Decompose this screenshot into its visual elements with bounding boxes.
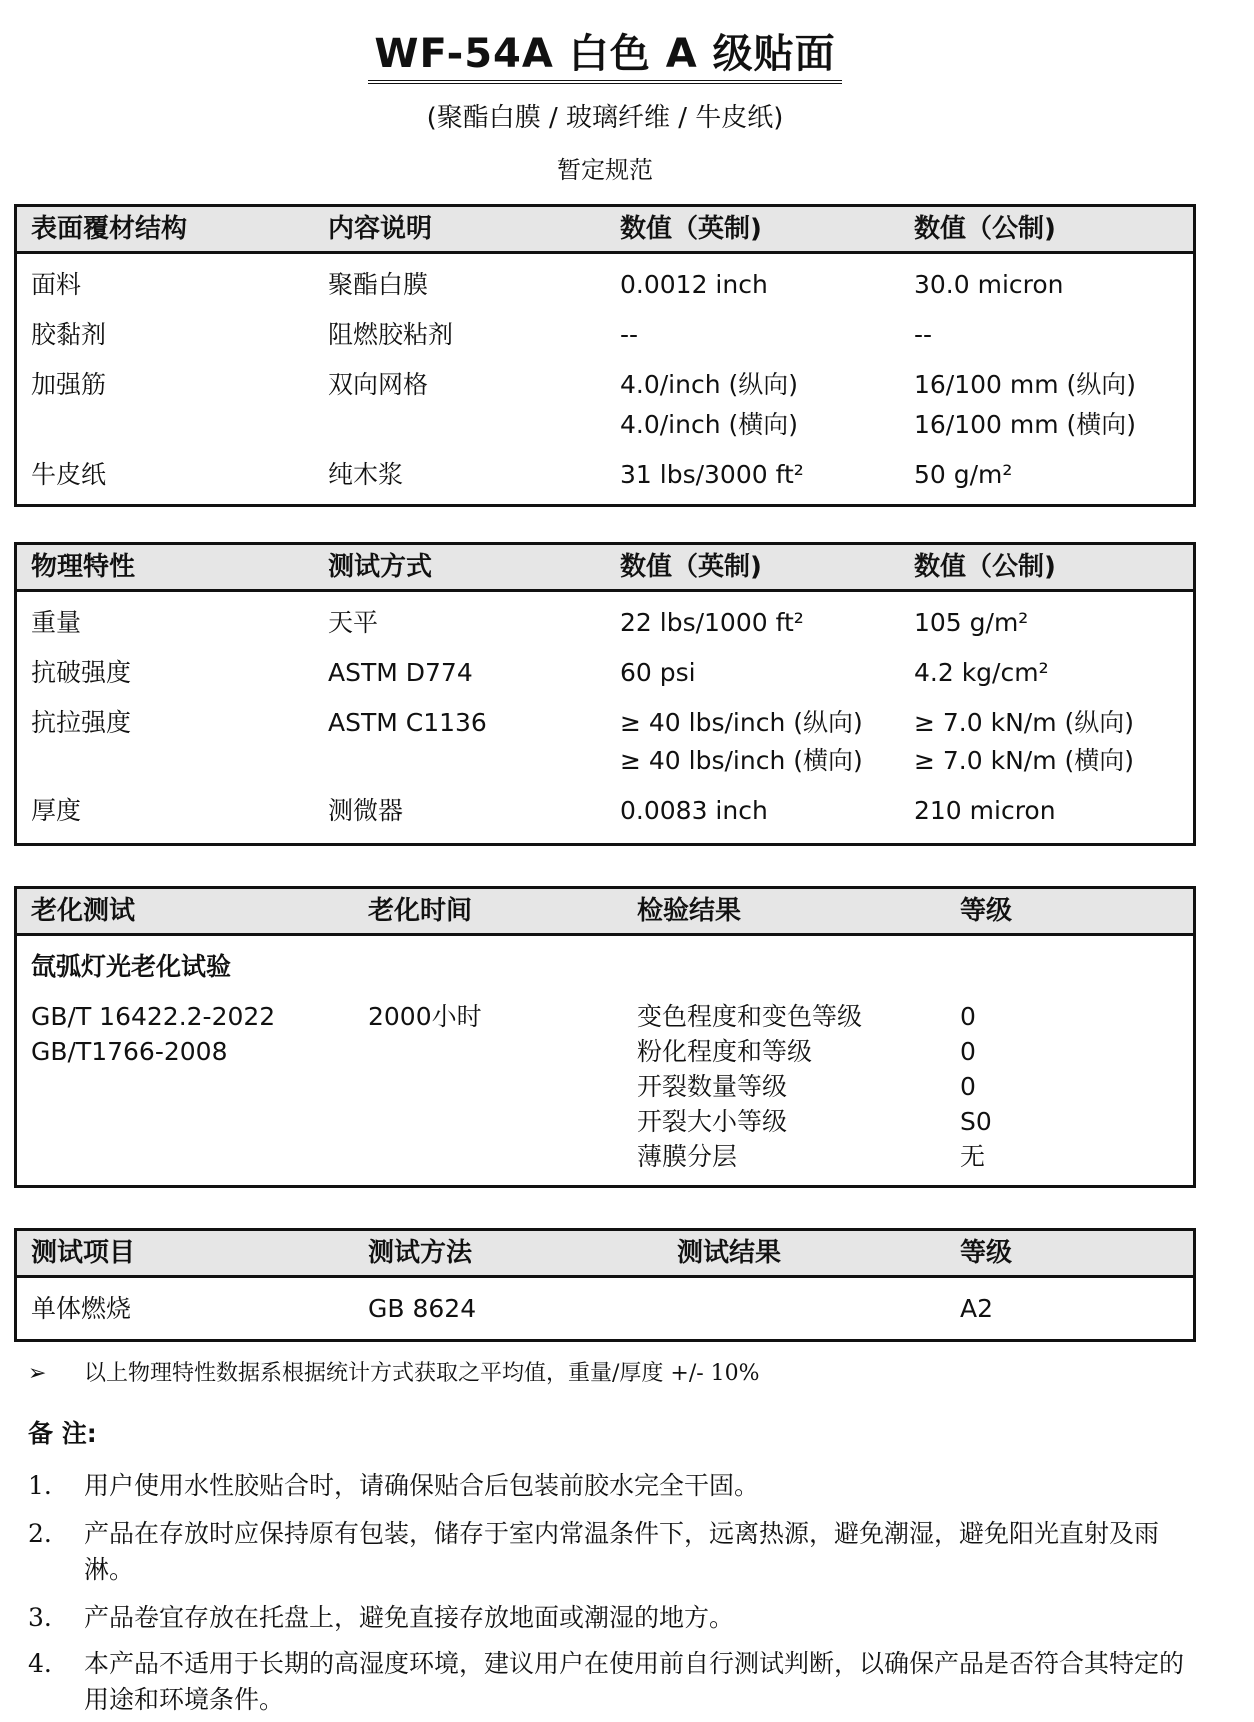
result-item: 开裂大小等级: [637, 1107, 788, 1136]
table-cell: 双向网格: [328, 370, 429, 399]
result-item: 开裂数量等级: [637, 1072, 788, 1101]
table-cell: 加强筋: [31, 370, 107, 399]
list-item: [28, 1600, 1188, 1636]
result-grade: S0: [960, 1107, 992, 1136]
structure-table: [14, 204, 1196, 507]
column-header: 测试方法: [368, 1238, 473, 1268]
notes-heading: 备 注:: [28, 1419, 97, 1448]
table-cell: 210 micron: [914, 796, 1056, 825]
table-cell: --: [914, 320, 933, 349]
table-cell: 4.2 kg/cm²: [914, 658, 1049, 687]
table-cell: 面料: [31, 270, 82, 299]
document-title: WF-54A 白色 A 级贴面: [368, 28, 841, 84]
result-item: 薄膜分层: [637, 1142, 738, 1171]
column-header: 数值（英制): [620, 214, 762, 244]
table-cell: A2: [960, 1294, 994, 1323]
table-cell: 0.0083 inch: [620, 796, 768, 825]
table-cell: 抗破强度: [31, 658, 132, 687]
table-cell: 31 lbs/3000 ft²: [620, 460, 804, 489]
table-cell: 105 g/m²: [914, 608, 1029, 637]
table-header: [17, 889, 1193, 936]
standard-code: GB/T 16422.2-2022: [31, 1002, 276, 1031]
note-number: 3.: [28, 1603, 52, 1632]
table-cell: --: [620, 320, 639, 349]
list-item: [28, 1468, 1188, 1504]
column-header: 测试项目: [31, 1238, 136, 1268]
table-cell: 纯木浆: [328, 460, 404, 489]
table-cell: 16/100 mm (纵向): [914, 370, 1137, 399]
table-cell: ASTM C1136: [328, 708, 487, 737]
fire-test-table: [14, 1228, 1196, 1342]
table-cell: 测微器: [328, 796, 404, 825]
column-header: 老化测试: [31, 896, 136, 926]
result-grade: 0: [960, 1002, 976, 1031]
aging-method-label: 氙弧灯光老化试验: [31, 952, 232, 981]
table-cell: 厚度: [31, 796, 82, 825]
column-header: 检验结果: [637, 896, 742, 926]
standard-code: GB/T1766-2008: [31, 1037, 228, 1066]
table-cell: 0.0012 inch: [620, 270, 768, 299]
column-header: 数值（公制): [914, 214, 1056, 244]
column-header: 数值（公制): [914, 552, 1056, 582]
table-cell: 60 psi: [620, 658, 696, 687]
table-cell: 16/100 mm (横向): [914, 410, 1137, 439]
result-grade: 无: [960, 1142, 986, 1171]
table-cell: 天平: [328, 608, 379, 637]
list-item: [28, 1516, 1188, 1588]
table-header: [17, 207, 1193, 254]
column-header: 等级: [960, 1238, 1013, 1268]
table-cell: 阻燃胶粘剂: [328, 320, 454, 349]
table-cell: 单体燃烧: [31, 1294, 132, 1323]
list-item: [28, 1646, 1188, 1718]
table-cell: ≥ 40 lbs/inch (横向): [620, 746, 863, 775]
table-cell: 4.0/inch (横向): [620, 410, 799, 439]
table-cell: ASTM D774: [328, 658, 473, 687]
document-status: 暂定规范: [557, 156, 653, 184]
result-grade: 0: [960, 1037, 976, 1066]
table-header: [17, 545, 1193, 592]
table-header: [17, 1231, 1193, 1278]
aging-test-table: [14, 886, 1196, 1188]
table-cell: ≥ 7.0 kN/m (横向): [914, 746, 1135, 775]
column-header: 内容说明: [328, 214, 433, 244]
result-item: 变色程度和变色等级: [637, 1002, 863, 1031]
column-header: 等级: [960, 896, 1013, 926]
note-text: 本产品不适用于长期的高湿度环境，建议用户在使用前自行测试判断，以确保产品是否符合其特定的用途和环境条件。: [84, 1649, 1185, 1714]
column-header: 测试结果: [677, 1238, 782, 1268]
table-cell: ≥ 40 lbs/inch (纵向): [620, 708, 863, 737]
arrow-bullet-icon: ➢: [28, 1361, 47, 1386]
note-text: 用户使用水性胶贴合时，请确保贴合后包装前胶水完全干固。: [84, 1471, 760, 1500]
aging-duration: 2000小时: [368, 1002, 482, 1031]
note-number: 2.: [28, 1519, 52, 1548]
table-cell: 聚酯白膜: [328, 270, 429, 299]
table-cell: 4.0/inch (纵向): [620, 370, 799, 399]
table-cell: 牛皮纸: [31, 460, 107, 489]
table-cell: 50 g/m²: [914, 460, 1013, 489]
table-cell: 22 lbs/1000 ft²: [620, 608, 804, 637]
note-number: 4.: [28, 1649, 52, 1678]
document-subtitle: (聚酯白膜 / 玻璃纤维 / 牛皮纸): [426, 103, 784, 133]
table-cell: 30.0 micron: [914, 270, 1064, 299]
note-number: 1.: [28, 1471, 52, 1500]
note-text: 产品卷宜存放在托盘上，避免直接存放地面或潮湿的地方。: [84, 1603, 735, 1632]
result-grade: 0: [960, 1072, 976, 1101]
table-cell: 胶黏剂: [31, 320, 107, 349]
column-header: 老化时间: [368, 896, 473, 926]
note-text: 产品在存放时应保持原有包装，储存于室内常温条件下，远离热源，避免潮湿，避免阳光直射及雨淋。: [84, 1519, 1160, 1584]
table-cell: 抗拉强度: [31, 708, 132, 737]
table-cell: 重量: [31, 608, 82, 637]
physical-properties-table: [14, 542, 1196, 846]
column-header: 测试方式: [328, 552, 433, 582]
column-header: 表面覆材结构: [31, 214, 188, 244]
result-item: 粉化程度和等级: [637, 1037, 813, 1066]
table-cell: ≥ 7.0 kN/m (纵向): [914, 708, 1135, 737]
column-header: 数值（英制): [620, 552, 762, 582]
table-cell: GB 8624: [368, 1294, 477, 1323]
tolerance-note-text: 以上物理特性数据系根据统计方式获取之平均值，重量/厚度 +/- 10%: [84, 1361, 760, 1386]
column-header: 物理特性: [31, 552, 136, 582]
